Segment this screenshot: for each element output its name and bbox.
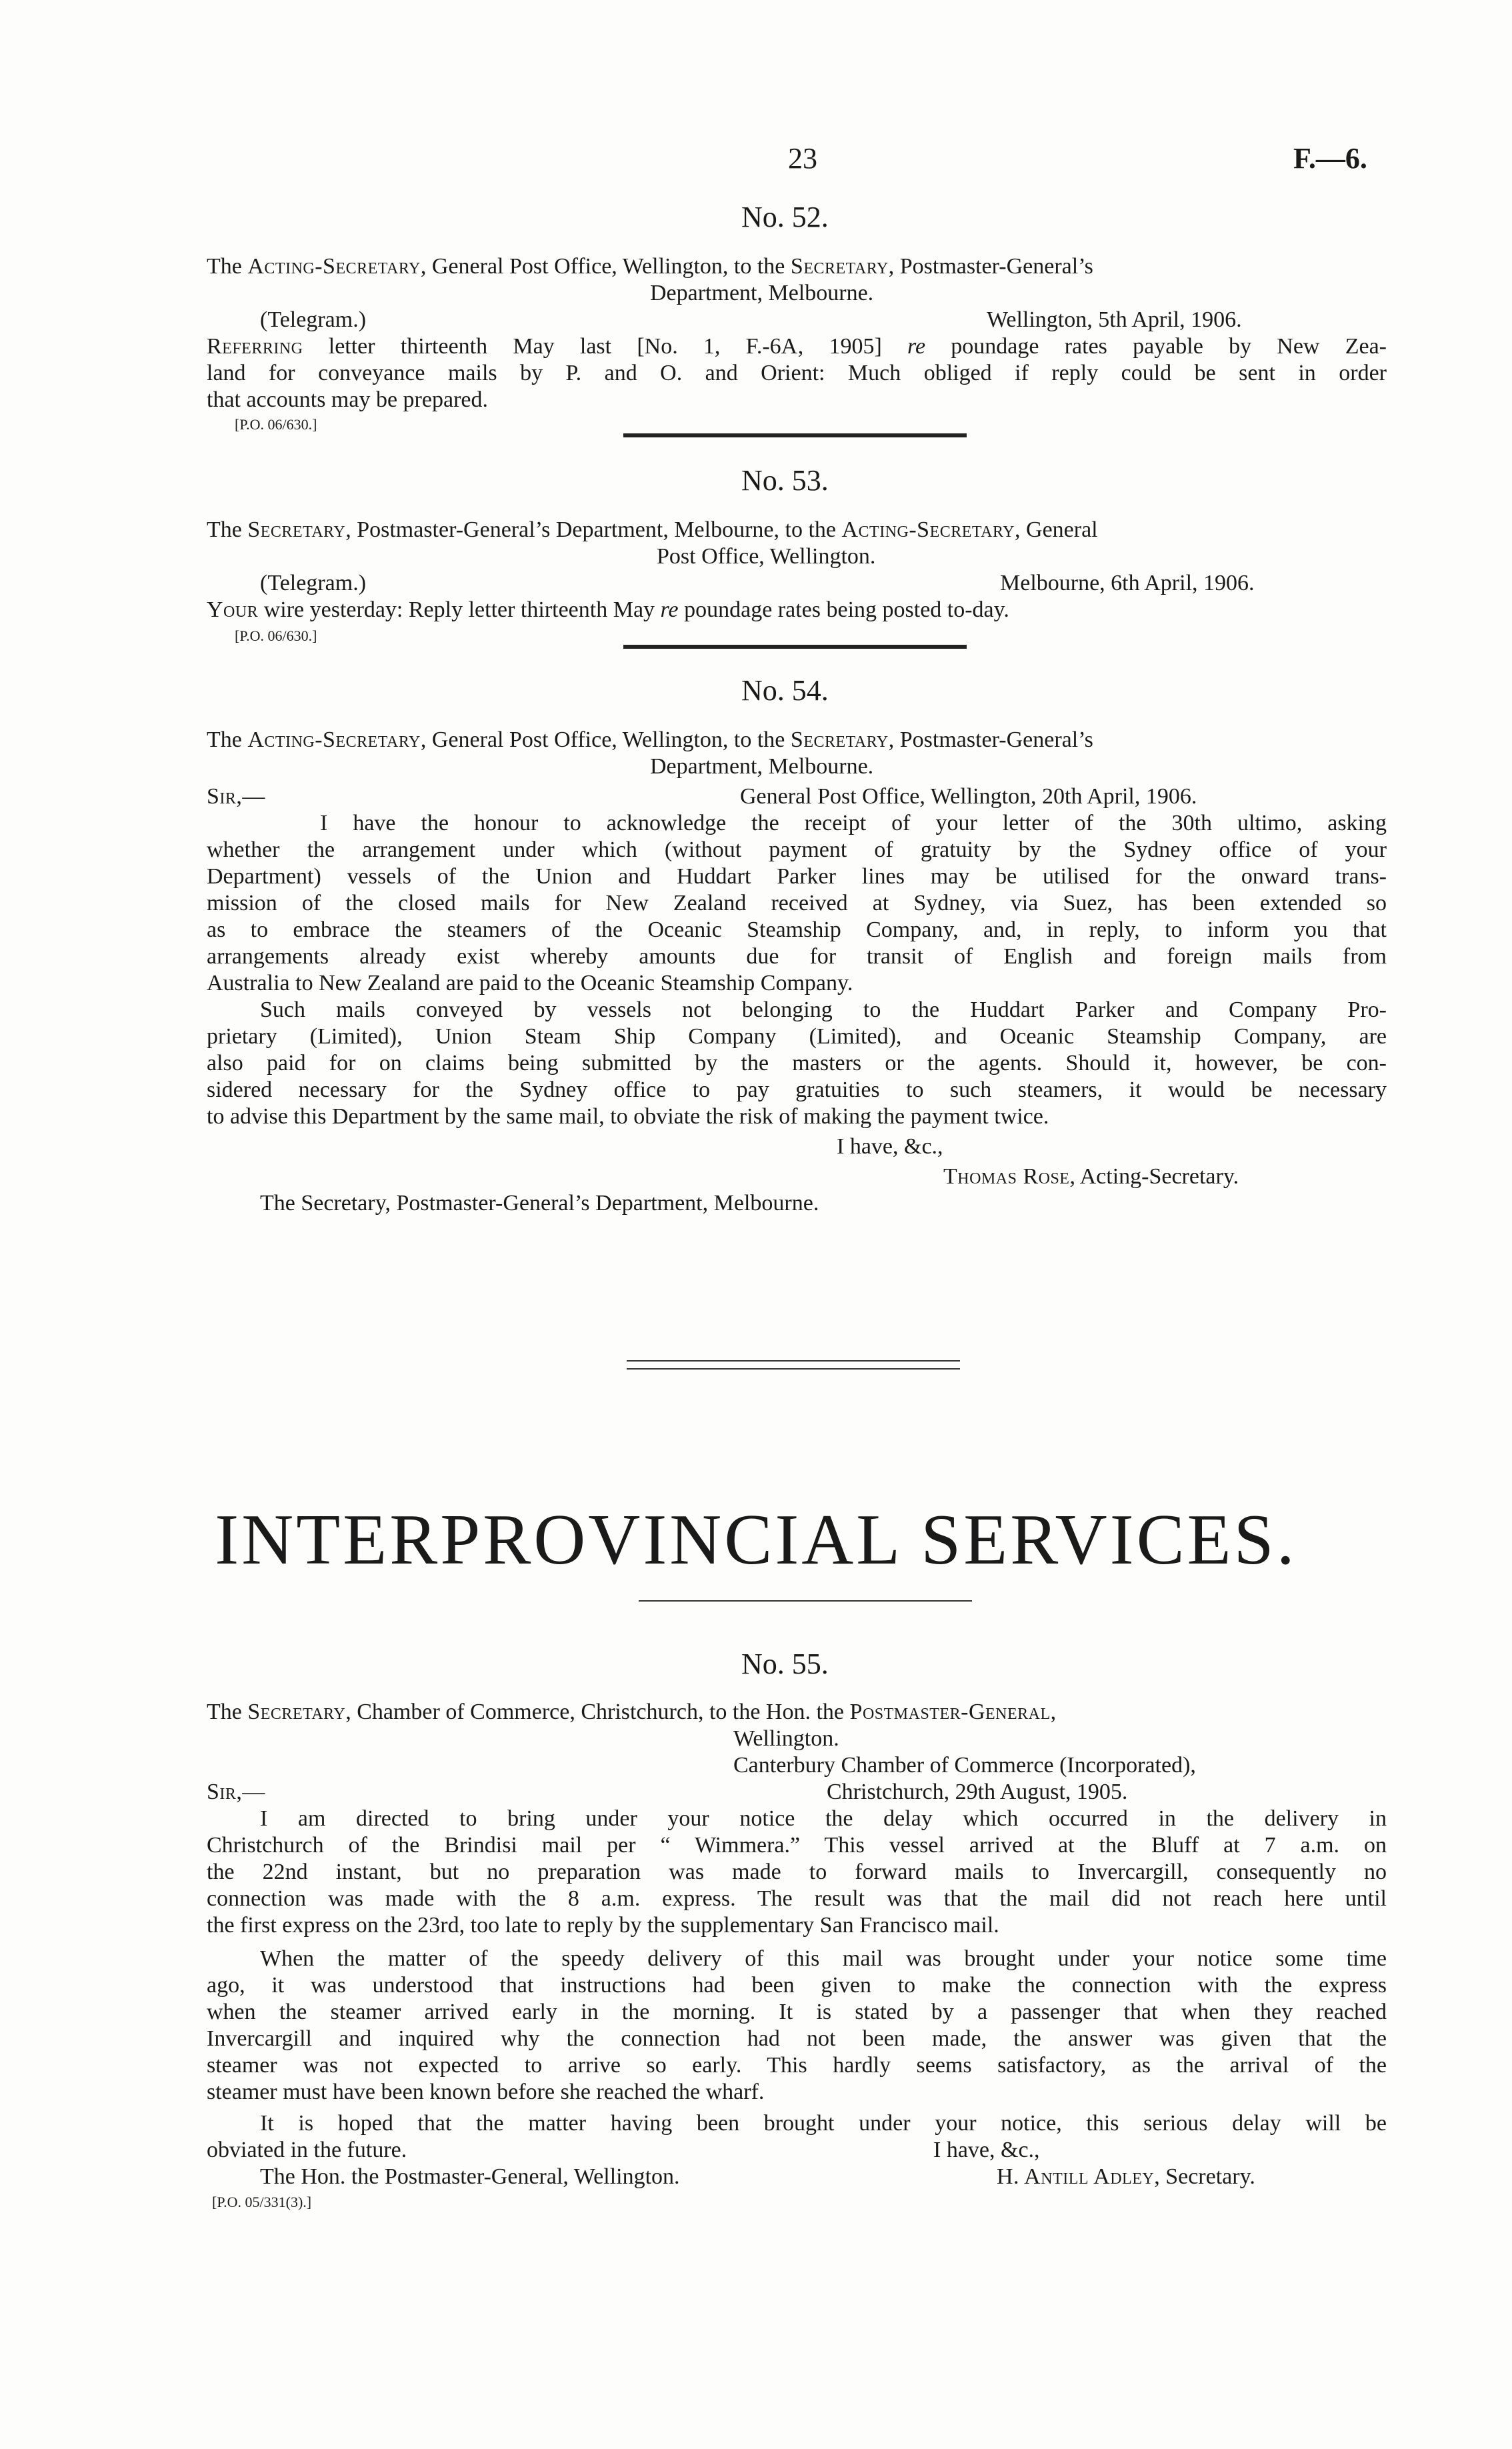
letter-53-address-cont: Post Office, Wellington. [657, 544, 876, 569]
letter-55-address: The Secretary, Chamber of Commerce, Christchurch, to the Hon. the Postmaster-General, [207, 1700, 1057, 1724]
letter-55-para1-line: the 22nd instant, but no preparation was made to forward mails to Invercargill, consequently no [207, 1860, 1387, 1884]
letter-53-telegram: (Telegram.) [260, 571, 367, 595]
letter-52-address-cont: Department, Melbourne. [650, 281, 874, 305]
letter-52-body-line: that accounts may be prepared. [207, 387, 488, 412]
letter-55-para2-line: Invercargill and inquired why the connection had not been made, the answer was given that the [207, 2026, 1387, 2051]
letter-54-signature: Thomas Rose, Acting-Secretary. [943, 1164, 1239, 1189]
letter-52-address: The Acting-Secretary, General Post Office, Wellington, to the Secretary, Postmaster-General’s [207, 254, 1093, 279]
letter-54-para1-line: whether the arrangement under which (without payment of gratuity by the Sydney office of your [207, 837, 1387, 862]
letter-54-heading: No. 54. [741, 674, 829, 707]
letter-54-para2-line: to advise this Department by the same mail, to obviate the risk of making the payment twice. [207, 1104, 1049, 1129]
letter-55-recipient: The Hon. the Postmaster-General, Wellington. [260, 2164, 680, 2189]
letter-54-para1-line: Department) vessels of the Union and Huddart Parker lines may be utilised for the onward trans- [207, 864, 1387, 889]
letter-53-file-ref: [P.O. 06/630.] [235, 627, 317, 644]
letter-55-closing: I have, &c., [933, 2138, 1040, 2162]
letter-55-para1-line: I am directed to bring under your notice the delay which occurred in the delivery in [260, 1806, 1387, 1831]
letter-52-dateline: Wellington, 5th April, 1906. [987, 307, 1242, 332]
letter-54-dateline: General Post Office, Wellington, 20th April, 1906. [740, 784, 1197, 809]
letter-55-para3-line: It is hoped that the matter having been brought under your notice, this serious delay will be [260, 2111, 1387, 2136]
letter-55-organisation: Canterbury Chamber of Commerce (Incorporated), [733, 1753, 1196, 1778]
letter-53-body-line: Your wire yesterday: Reply letter thirteenth May re poundage rates being posted to-day. [207, 597, 1009, 622]
letter-54-salutation: Sir,— [207, 784, 265, 809]
section-double-rule [627, 1368, 960, 1370]
letter-53-address: The Secretary, Postmaster-General’s Department, Melbourne, to the Acting-Secretary, General [207, 517, 1098, 542]
letter-55-salutation: Sir,— [207, 1780, 265, 1804]
letter-52-file-ref: [P.O. 06/630.] [235, 416, 317, 433]
letter-55-address-cont: Wellington. [733, 1726, 839, 1751]
letter-54-address-cont: Department, Melbourne. [650, 754, 874, 779]
letter-55-para2-line: when the steamer arrived early in the morning. It is stated by a passenger that when they reached [207, 2000, 1387, 2024]
section-divider [623, 645, 967, 649]
letter-52-heading: No. 52. [741, 201, 829, 233]
letter-54-para2-line: Such mails conveyed by vessels not belonging to the Huddart Parker and Company Pro- [260, 997, 1387, 1022]
letter-54-para1-line: as to embrace the steamers of the Oceanic Steamship Company, and, in reply, to inform you that [207, 917, 1387, 942]
letter-52-telegram: (Telegram.) [260, 307, 367, 332]
section-double-rule [627, 1360, 960, 1362]
document-code: F.—6. [1293, 142, 1367, 175]
letter-54-para1-line: mission of the closed mails for New Zealand received at Sydney, via Suez, has been extended so [207, 891, 1387, 915]
page-number: 23 [788, 142, 817, 175]
letter-55-dateline: Christchurch, 29th August, 1905. [827, 1780, 1128, 1804]
letter-54-recipient: The Secretary, Postmaster-General’s Department, Melbourne. [260, 1191, 819, 1215]
letter-54-para1-line: Australia to New Zealand are paid to the Oceanic Steamship Company. [207, 971, 853, 995]
letter-54-para1-line: I have the honour to acknowledge the receipt of your letter of the 30th ultimo, asking [320, 811, 1387, 835]
letter-54-para1-line: arrangements already exist whereby amounts due for transit of English and foreign mails from [207, 944, 1387, 969]
letter-55-file-ref: [P.O. 05/331(3).] [212, 2194, 312, 2210]
letter-54-para2-line: also paid for on claims being submitted by the masters or the agents. Should it, however, be con- [207, 1051, 1387, 1075]
letter-55-para1-line: the first express on the 23rd, too late to reply by the supplementary San Francisco mail. [207, 1913, 999, 1938]
letter-52-body-line: land for conveyance mails by P. and O. and Orient: Much obliged if reply could be sent in order [207, 361, 1387, 385]
letter-53-heading: No. 53. [741, 464, 829, 497]
letter-55-heading: No. 55. [741, 1648, 829, 1680]
letter-55-signature: H. Antill Adley, Secretary. [997, 2164, 1255, 2189]
letter-55-para2-line: ago, it was understood that instructions had been given to make the connection with the express [207, 1973, 1387, 1998]
letter-55-para2-line: steamer was not expected to arrive so early. This hardly seems satisfactory, as the arrival of the [207, 2053, 1387, 2078]
letter-52-body-line: Referring letter thirteenth May last [No. 1, F.-6A, 1905] re poundage rates payable by New Zea- [207, 334, 1387, 359]
section-divider [623, 433, 967, 437]
letter-54-closing: I have, &c., [837, 1134, 943, 1159]
section-title: INTERPROVINCIAL SERVICES. [215, 1500, 1297, 1580]
letter-55-para3-line: obviated in the future. [207, 2138, 407, 2162]
letter-54-para2-line: sidered necessary for the Sydney office to pay gratuities to such steamers, it would be necessary [207, 1077, 1387, 1102]
letter-55-para1-line: Christchurch of the Brindisi mail per “ Wimmera.” This vessel arrived at the Bluff at 7 a.m. on [207, 1833, 1387, 1858]
letter-54-para2-line: prietary (Limited), Union Steam Ship Company (Limited), and Oceanic Steamship Company, are [207, 1024, 1387, 1049]
letter-53-dateline: Melbourne, 6th April, 1906. [1000, 571, 1255, 595]
section-title-underline [639, 1600, 972, 1602]
letter-55-para2-line: steamer must have been known before she reached the wharf. [207, 2080, 765, 2104]
letter-55-para2-line: When the matter of the speedy delivery of this mail was brought under your notice some time [260, 1946, 1387, 1971]
letter-55-para1-line: connection was made with the 8 a.m. express. The result was that the mail did not reach here until [207, 1886, 1387, 1911]
letter-54-address: The Acting-Secretary, General Post Office, Wellington, to the Secretary, Postmaster-General’s [207, 727, 1093, 752]
